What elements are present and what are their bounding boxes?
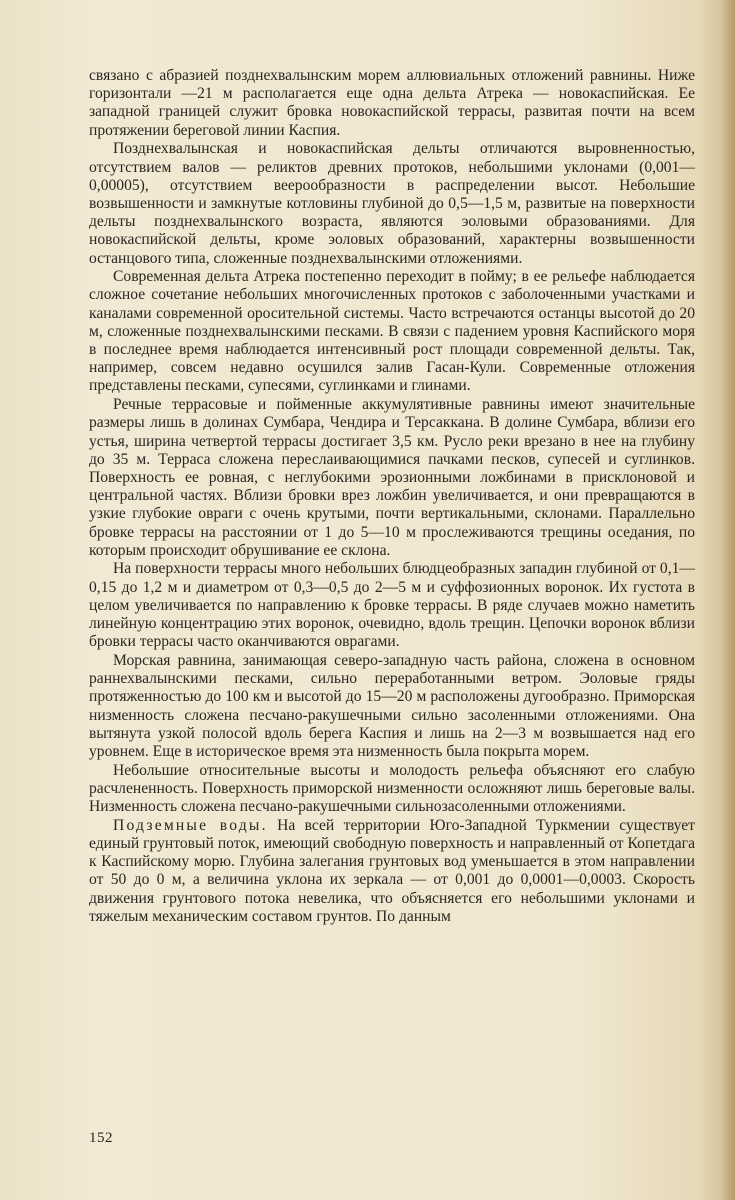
paragraph-4: Речные террасовые и пойменные аккумулятивные равнины имеют значительные размеры лишь в долинах Сумбара, Чендира и Терсаккана. В долине Сумбара, вблизи его устья, ширина четвертой террасы достигает 3,5 км. Русло реки врезано в нее на глубину до 35 м. Терраса сложена переслаивающимися пачками песков, супесей и суглинков. Поверхность ее ровная, с неглубокими эрозионными ложбинами в присклоновой и центральной частях. Вблизи бровки врез ложбин увеличивается, и они превращаются в узкие глубокие овраги с очень крутыми, почти вертикальными, склонами. Параллельно бровке террасы на расстоянии от 1 до 5—10 м прослеживаются трещины оседания, по которым происходит обрушивание ее склона. (89, 396, 695, 559)
paragraph-8 (89, 817, 695, 926)
paragraph-7: Небольшие относительные высоты и молодость рельефа объясняют его слабую расчлененность. Поверхность приморской низменности осложняют лишь береговые валы. Низменность сложена песчано-ракушечными сильнозасоленными отложениями. (89, 761, 695, 816)
body-text (89, 67, 695, 927)
paragraph-1: связано с абразией позднехвалынским морем аллювиальных отложений равнины. Ниже горизонтали —21 м располагается еще одна дельта Атрека — новокаспийская. Ее западной границей служит бровка новокаспийской террасы, развитая почти на всем протяжении береговой линии Каспия. (89, 67, 695, 139)
paragraph-6: Морская равнина, занимающая северо-западную часть района, сложена в основном раннехвалынскими песками, сильно переработанными ветром. Эоловые гряды протяженностью до 100 км и высотой до 15—20 м расположены дугообразно. Приморская низменность сложена песчано-ракушечными сильно засоленными отложениями. Она вытянута узкой полосой вдоль берега Каспия и лишь на 2—3 м возвышается над его уровнем. Еще в историческое время эта низменность была покрыта морем. (89, 652, 695, 761)
paragraph-5: На поверхности террасы много небольших блюдцеобразных западин глубиной от 0,1—0,15 до 1,2 м и диаметром от 0,3—0,5 до 2—5 м и суффозионных воронок. Их густота в целом увеличивается по направлению к бровке террасы. В ряде случаев можно наметить линейную концентрацию этих воронок, очевидно, вдоль трещин. Цепочки воронок вблизи бровки террасы часто оканчиваются оврагами. (89, 560, 695, 651)
paragraph-2: Позднехвалынская и новокаспийская дельты отличаются выровненностью, отсутствием валов — реликтов древних протоков, небольшими уклонами (0,001—0,00005), отсутствием веерообразности в распределении высот. Небольшие возвышенности и замкнутые котловины глубиной до 0,5—1,5 м, развитые на поверхности дельты позднехвалынского возраста, являются эоловыми образованиями. Для новокаспийской дельты, кроме эоловых образований, характерны возвышенности останцового типа, сложенные позднехвалынскими отложениями. (89, 140, 695, 267)
paragraph-3: Современная дельта Атрека постепенно переходит в пойму; в ее рельефе наблюдается сложное сочетание небольших многочисленных протоков с заболоченными участками и каналами современной оросительной системы. Часто встречаются останцы высотой до 20 м, сложенные позднехвалынскими песками. В связи с падением уровня Каспийского моря в последнее время наблюдается интенсивный рост площади современной дельты. Так, например, совсем недавно осушился залив Гасан-Кули. Современные отложения представлены песками, супесями, суглинками и глинами. (89, 268, 695, 395)
page-number: 152 (89, 1130, 113, 1146)
paragraph-8-text: На всей территории Юго-Западной Туркмении существует единый грунтовый поток, имеющий свободную поверхность и направленный от Копетдага к Каспийскому морю. Глубина залегания грунтовых вод уменьшается в этом направлении от 50 до 0 м, а величина уклона их зеркала — от 0,001 до 0,0001—0,0003. Скорость движения грунтового потока невелика, что объясняется его небольшими уклонами и тяжелым механическим составом грунтов. По данным (89, 816, 695, 925)
section-heading: Подземные воды. (113, 816, 268, 834)
page-binding-shadow (721, 0, 735, 1200)
